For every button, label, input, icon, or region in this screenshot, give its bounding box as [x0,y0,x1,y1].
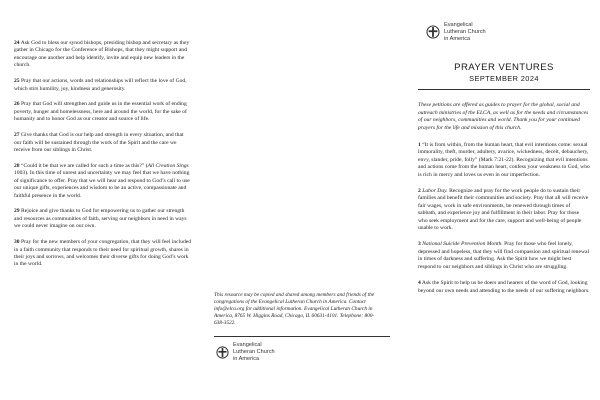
divider [214,336,390,337]
elca-logo [426,22,590,42]
petition-29 [14,208,192,230]
page-subtitle: SEPTEMBER 2024 [469,74,539,84]
petition-text: Pray that our actions, words and relationships will reflect the love of God, which stirs humility, joy, kindness and generosity. [14,78,187,92]
logo-line: in America [444,35,471,42]
petition-text: Pray for the new members of your congregation, that they will feel included in a faith community that responds to their need for spiritual growth, shares in their joys and sorrows, and welcomes their diverse gifts for doing God’s work in the world. [14,239,192,268]
petition-30 [14,239,192,269]
logo-line: Lutheran Church [233,348,275,355]
elca-cross-logo-icon [426,25,440,39]
petition-number: 27 [14,132,20,139]
hymnal-title: All Creation Sings [147,162,189,169]
petition-number: 4 [418,280,421,287]
petition-27 [14,132,192,154]
petition-number: 28 [14,162,20,169]
petition-1 [418,142,590,179]
petition-number: 26 [14,101,20,108]
petition-text: “Could it be that we are called for such a time as this?” ( [21,162,148,169]
petition-text: Ask the Spirit to help us be doers and hearers of the word of God, looking beyond our own needs and attending to the needs of our suffering neighbors. [418,280,590,294]
petition-26 [14,101,192,123]
petition-text: Ask God to bless our synod bishops, presiding bishop and secretary as they gather in Chicago for the Conference of Bishops, that they might support and encourage one another and help identify, invite and equip new leaders in the church. [14,40,190,69]
intro-text: These petitions are offered as guides to prayer for the global, social and outreach ministries of the ELCA, as well as for the needs and circumstances of our neighbors, communities and world. Thank you for your continued prayers for the life and mission of this church. [418,102,589,131]
petition-text: Recognize and pray for the work people do to sustain their families and benefit their communities and society. Pray that all will receive fair wages, work in safe environments, be renewed through times of sabbath, and experience joy and fulfillment in their labor. Pray for those who seek employment and for the care, support and well-being of people unable to work. [418,188,589,232]
copyright-notice: This resource may be copied and shared among members and friends of the congregations of the Evangelical Lutheran Church in America. Contact info@elca.org for additional information. Evangelical Lutheran Church in America, 8765 W. Higgins Road, Chicago, IL 60631-4101. Telephone: 800-638-3522. [214,292,375,326]
petition-text: “It is from within, from the human heart, that evil intentions come: sexual immorality, theft, murder, adultery, avarice, wickedness, deceit, debauchery, envy, slander, pride, folly” (Mark 7:21-22). Recognizing that evil intentions and actions come from the human heart, confess your weakness to God, who is rich in mercy and loves us even in our imperfection. [418,142,590,178]
right-column [400,0,600,400]
logo-line: Evangelical [233,342,262,348]
logo-wordmark [233,342,275,362]
petition-text: Pray that God will strengthen and guide us in the essential work of ending poverty, hunger and homelessness, here and around the world, for the sake of humanity and to honor God as our creator and source of life. [14,101,187,123]
petition-24 [14,40,192,70]
left-column [0,0,200,400]
petition-number: 2 [418,188,421,195]
petition-28 [14,163,192,200]
petition-text: Rejoice and give thanks to God for empowering us to gather our strength and resources as communities of faith, serving our neighbors in need in ways we could never imagine on our own. [14,208,187,230]
petition-text: Pray for those who feel lonely, depressed and hopeless, that they will find compassion and spiritual renewal in times of darkness and suffering. Ask the Spirit how we might best respond to our neighbors and siblings in Christ who are struggling. [418,241,590,270]
petition-observance: Labor Day. [422,188,448,195]
middle-column [200,0,400,400]
petition-number: 30 [14,239,20,246]
petition-number: 24 [14,40,20,46]
petition-observance: National Suicide Prevention Month. [422,241,503,248]
petition-25 [14,78,192,93]
petition-number: 3 [418,241,421,248]
petition-3 [418,241,590,271]
elca-logo [216,342,275,362]
logo-line: Evangelical [444,22,473,28]
petition-number: 29 [14,208,20,215]
elca-cross-logo-icon [216,346,229,359]
logo-line: in America [233,355,260,362]
petition-text-cont: 1003). In this time of unrest and uncertainty we may feel that we have nothing of significance to offer. Pray that we will hear and respond to God’s call to use our unique gifts, experiences and wisdom to be an active, compassionate and faithful presence in the world. [14,170,190,199]
petition-2 [418,188,590,232]
logo-line: Lutheran Church [444,28,486,35]
title-divider [418,89,590,90]
page-title: PRAYER VENTURES [454,62,554,74]
petition-number: 25 [14,78,20,85]
petition-4 [418,280,590,295]
petition-text: Give thanks that God is our help and strength in every situation, and that our faith will be sustained through the work of the Spirit and the care we receive from our siblings in Christ. [14,132,184,153]
petition-number: 1 [418,142,421,149]
logo-wordmark [444,22,486,42]
